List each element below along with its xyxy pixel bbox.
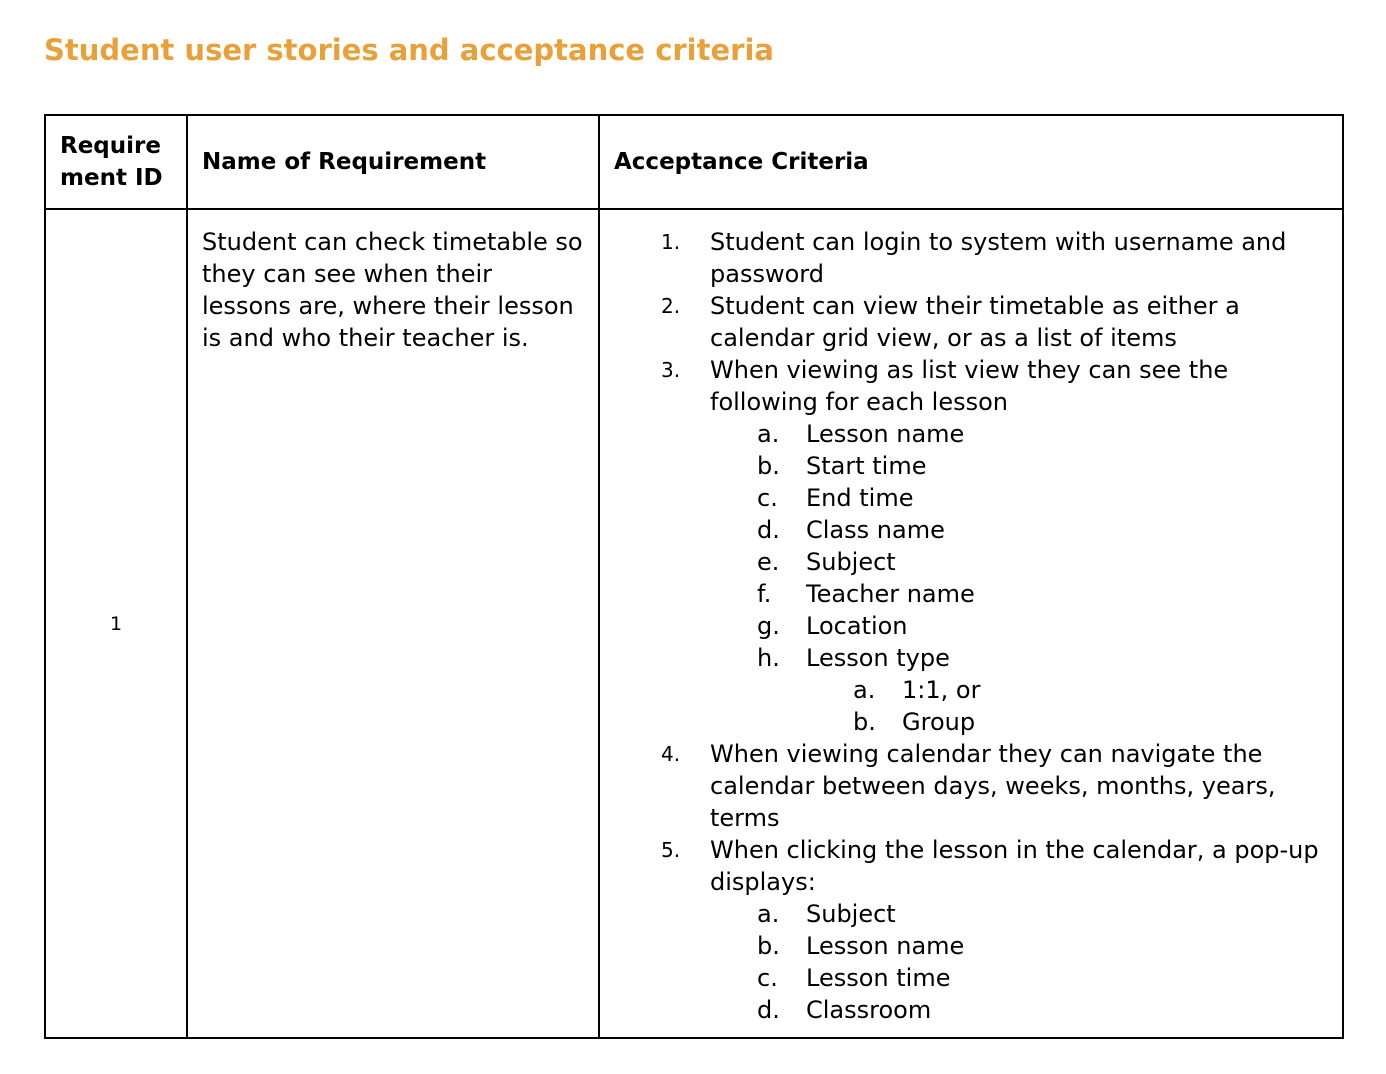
- list-item-text: 1:1, or: [902, 676, 981, 704]
- list-marker: e.: [757, 548, 780, 576]
- list-item: [710, 642, 1332, 738]
- list-item: [710, 994, 1332, 1026]
- header-acceptance-criteria: Acceptance Criteria: [599, 115, 1343, 209]
- list-item-text: Student can login to system with username and password: [710, 228, 1287, 288]
- list-item: [710, 962, 1332, 994]
- list-marker: g.: [757, 612, 780, 640]
- list-item: [710, 482, 1332, 514]
- list-marker: a.: [853, 676, 876, 704]
- list-item: [710, 546, 1332, 578]
- list-item-text: Lesson name: [806, 420, 965, 448]
- list-item-text: When viewing calendar they can navigate the calendar between days, weeks, months, years, terms: [710, 740, 1276, 832]
- list-item-text: Classroom: [806, 996, 932, 1024]
- header-name-of-requirement: Name of Requirement: [187, 115, 599, 209]
- list-item-text: Teacher name: [806, 580, 975, 608]
- list-marker: 2.: [661, 294, 681, 318]
- criteria-list: [600, 226, 1332, 1026]
- list-marker: 3.: [661, 358, 681, 382]
- list-item: [710, 898, 1332, 930]
- list-marker: 4.: [661, 742, 681, 766]
- header-requirement-id: Require ment ID: [45, 115, 187, 209]
- list-item-text: Group: [902, 708, 976, 736]
- list-item: [600, 290, 1332, 354]
- sub-list: [600, 898, 1332, 1026]
- list-marker: f.: [757, 580, 772, 608]
- list-item-text: Subject: [806, 900, 896, 928]
- acceptance-criteria-cell: [599, 209, 1343, 1038]
- requirement-id-cell: 1: [45, 209, 187, 1038]
- table-row: [45, 209, 1343, 1038]
- list-marker: c.: [757, 484, 778, 512]
- list-item-text: Lesson time: [806, 964, 951, 992]
- list-marker: h.: [757, 644, 780, 672]
- list-item-text: Class name: [806, 516, 945, 544]
- list-item-text: Lesson type: [806, 644, 950, 672]
- list-marker: 1.: [661, 230, 681, 254]
- list-item: [710, 418, 1332, 450]
- list-item-text: When viewing as list view they can see the following for each lesson: [710, 356, 1229, 416]
- list-item: [600, 834, 1332, 1026]
- sub-sub-list: [710, 674, 1332, 738]
- table-header-row: [45, 115, 1343, 209]
- list-marker: d.: [757, 516, 780, 544]
- list-item: [710, 610, 1332, 642]
- list-item-text: When clicking the lesson in the calendar, a pop-up displays:: [710, 836, 1319, 896]
- list-item-text: Lesson name: [806, 932, 965, 960]
- list-item: [710, 514, 1332, 546]
- list-item-text: Student can view their timetable as either a calendar grid view, or as a list of items: [710, 292, 1240, 352]
- list-item: [806, 706, 1332, 738]
- list-item-text: Location: [806, 612, 908, 640]
- list-marker: b.: [757, 452, 780, 480]
- list-marker: b.: [853, 708, 876, 736]
- list-item-text: End time: [806, 484, 914, 512]
- list-item: [600, 226, 1332, 290]
- list-marker: d.: [757, 996, 780, 1024]
- list-marker: c.: [757, 964, 778, 992]
- requirements-table: [44, 114, 1344, 1039]
- sub-list: [600, 418, 1332, 738]
- document-title: Student user stories and acceptance criteria: [44, 33, 774, 67]
- list-marker: a.: [757, 420, 780, 448]
- requirement-name-cell: Student can check timetable so they can see when their lessons are, where their lesson is and who their teacher is.: [187, 209, 599, 1038]
- list-marker: b.: [757, 932, 780, 960]
- list-item: [710, 578, 1332, 610]
- list-item: [806, 674, 1332, 706]
- list-item: [710, 450, 1332, 482]
- list-marker: 5.: [661, 838, 681, 862]
- list-item: [710, 930, 1332, 962]
- list-marker: a.: [757, 900, 780, 928]
- list-item: [600, 738, 1332, 834]
- list-item: [600, 354, 1332, 738]
- list-item-text: Subject: [806, 548, 896, 576]
- list-item-text: Start time: [806, 452, 927, 480]
